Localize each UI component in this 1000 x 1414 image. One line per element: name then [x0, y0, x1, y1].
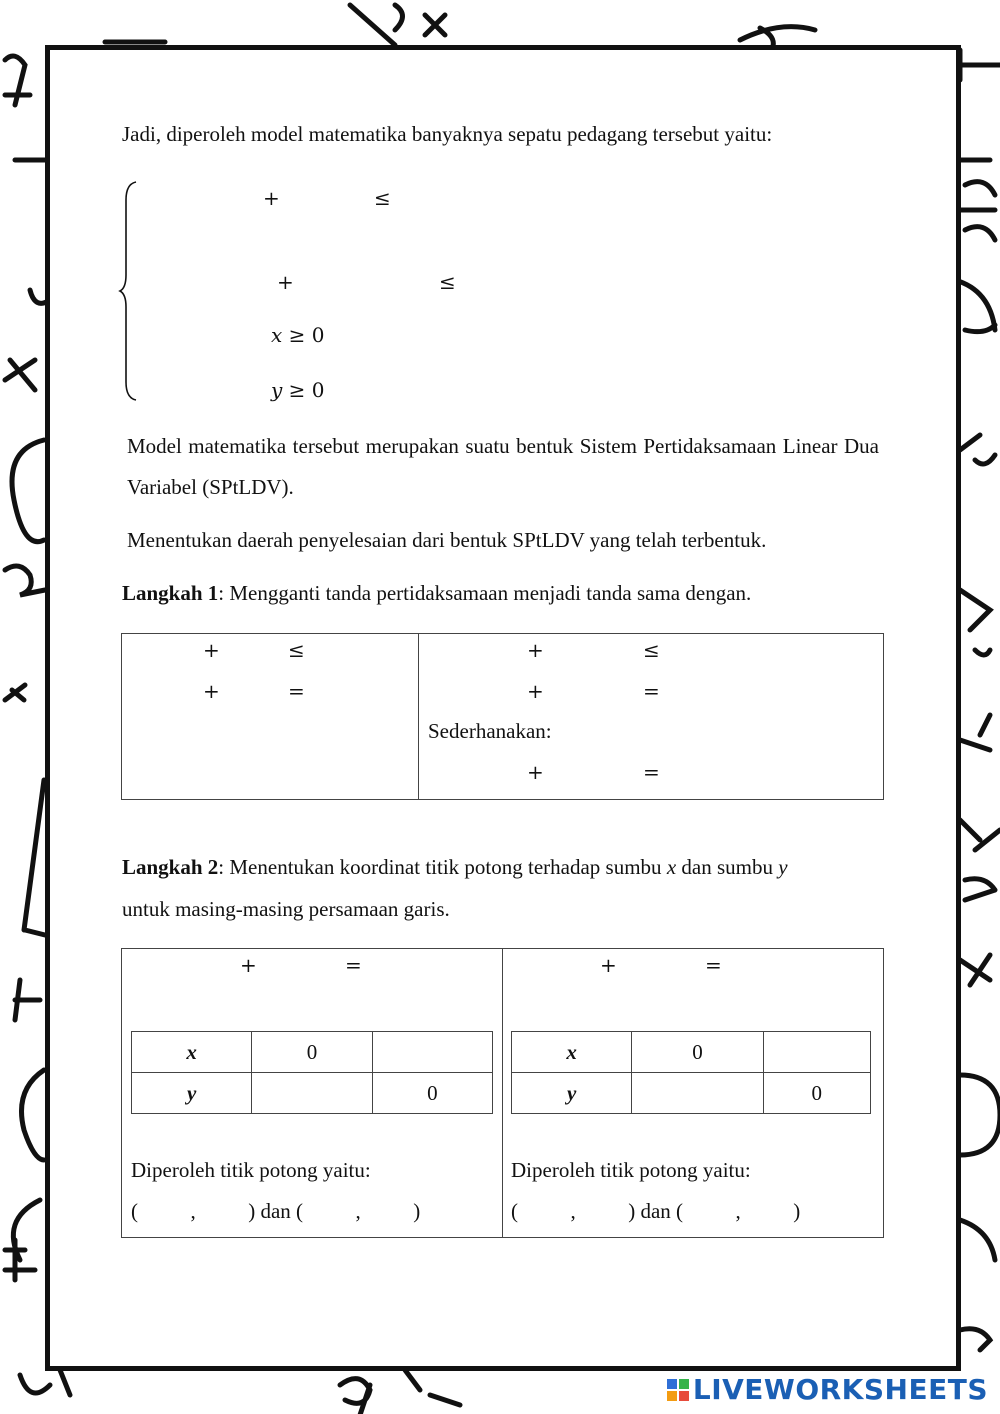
step2-right-plus: +: [600, 953, 617, 977]
step2-left-result: Diperoleh titik potong yaitu:: [131, 1158, 371, 1182]
x-value-cell: 0: [632, 1032, 763, 1073]
system-brace: [118, 180, 148, 402]
step1-left-rel1: ≤: [288, 638, 305, 662]
step1-right-rel2: =: [643, 679, 660, 703]
y-value-cell: 0: [372, 1073, 492, 1114]
step2-right-result: Diperoleh titik potong yaitu:: [511, 1158, 751, 1182]
system-row1-relation: ≤: [374, 186, 391, 210]
step2-left-xy-table: [131, 1031, 493, 1114]
x-value-cell: 0: [252, 1032, 372, 1073]
step2-left-eq: =: [345, 953, 362, 977]
liveworksheets-logo: [667, 1373, 988, 1406]
step1-right-rel1: ≤: [643, 638, 660, 662]
x-answer-input[interactable]: [763, 1032, 870, 1073]
simplify-label: Sederhanakan:: [428, 719, 552, 743]
step1-left-plus1: +: [203, 638, 220, 662]
system-row3: x ≥ 0: [271, 323, 325, 347]
system-row2-relation: ≤: [439, 270, 456, 294]
step1-left-cell: [121, 633, 419, 800]
y-header: y: [132, 1073, 252, 1114]
step2-heading: Langkah 2: Menentukan koordinat titik potong terhadap sumbu x dan sumbu y: [122, 855, 788, 879]
y-header: y: [512, 1073, 632, 1114]
intro-text: Jadi, diperoleh model matematika banyaknya sepatu pedagang tersebut yaitu:: [122, 122, 773, 146]
step1-heading: Langkah 1: Mengganti tanda pertidaksamaan menjadi tanda sama dengan.: [122, 581, 752, 605]
system-row1-plus: +: [263, 186, 280, 210]
step1-right-plus1: +: [527, 638, 544, 662]
step2-heading-line2: untuk masing-masing persamaan garis.: [122, 897, 450, 921]
step2-right-coords: ( , ) dan ( , ): [511, 1199, 801, 1223]
x-header: x: [512, 1032, 632, 1073]
system-row4: y ≥ 0: [271, 378, 325, 402]
x-header: x: [132, 1032, 252, 1073]
step2-left-plus: +: [240, 953, 257, 977]
step2-left-coords: ( , ) dan ( , ): [131, 1199, 421, 1223]
y-answer-input[interactable]: [632, 1073, 763, 1114]
step1-left-rel2: =: [288, 679, 305, 703]
model-paragraph: Model matematika tersebut merupakan suatu bentuk Sistem Pertidaksamaan Linear Dua Variabel (SPtLDV).: [127, 434, 879, 499]
y-value-cell: 0: [763, 1073, 870, 1114]
step1-right-plus2: +: [527, 679, 544, 703]
step2-right-xy-table: [511, 1031, 871, 1114]
step1-right-rel3: =: [643, 760, 660, 784]
step1-left-plus2: +: [203, 679, 220, 703]
system-row2-plus: +: [277, 270, 294, 294]
brand-grid-icon: [667, 1379, 689, 1401]
brand-text: LIVEWORKSHEETS: [692, 1373, 988, 1406]
determine-text: Menentukan daerah penyelesaian dari bentuk SPtLDV yang telah terbentuk.: [127, 528, 767, 552]
y-answer-input[interactable]: [252, 1073, 372, 1114]
x-answer-input[interactable]: [372, 1032, 492, 1073]
step2-right-eq: =: [705, 953, 722, 977]
step1-right-plus3: +: [527, 760, 544, 784]
